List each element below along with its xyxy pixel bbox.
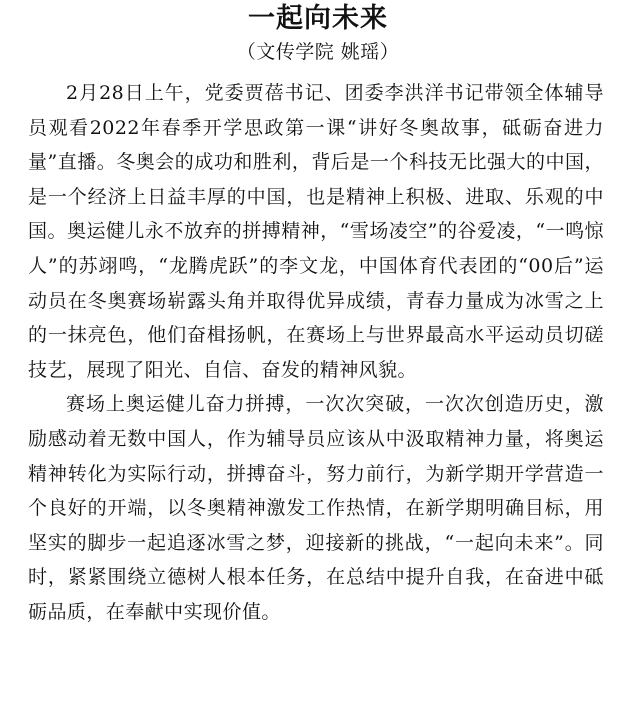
article-body [28,76,604,630]
article-title: 一起向未来 [248,3,388,34]
article-byline: （文传学院 姚瑶） [236,41,400,63]
article-paragraph: 赛场上奥运健儿奋力拼搏，一次次突破，一次次创造历史，激励感动着无数中国人，作为辅导员应该从中汲取精神力量，将奥运精神转化为实际行动，拼搏奋斗，努力前行，为新学期开学营造一个良好的开端，以冬奥精神激发工作热情，在新学期明确目标，用坚实的脚步一起追逐冰雪之梦，迎接新的挑战，“一起向未来”。同时，紧紧围绕立德树人根本任务，在总结中提升自我，在奋进中砥砺品质，在奉献中实现价值。 [28,393,604,623]
article-paragraph: 2月28日上午，党委贾蓓书记、团委李洪洋书记带领全体辅导员观看2022年春季开学思政第一课“讲好冬奥故事，砥砺奋进力量”直播。冬奥会的成功和胜利，背后是一个科技无比强大的中国，是一个经济上日益丰厚的中国，也是精神上积极、进取、乐观的中国。奥运健儿永不放弃的拼搏精神，“雪场凌空”的谷爱凌，“一鸣惊人”的苏翊鸣，“龙腾虎跃”的李文龙，中国体育代表团的“00后”运动员在冬奥赛场崭露头角并取得优异成绩，青春力量成为冰雪之上的一抹亮色，他们奋楫扬帆，在赛场上与世界最高水平运动员切磋技艺，展现了阳光、自信、奋发的精神风貌。 [28,82,604,381]
